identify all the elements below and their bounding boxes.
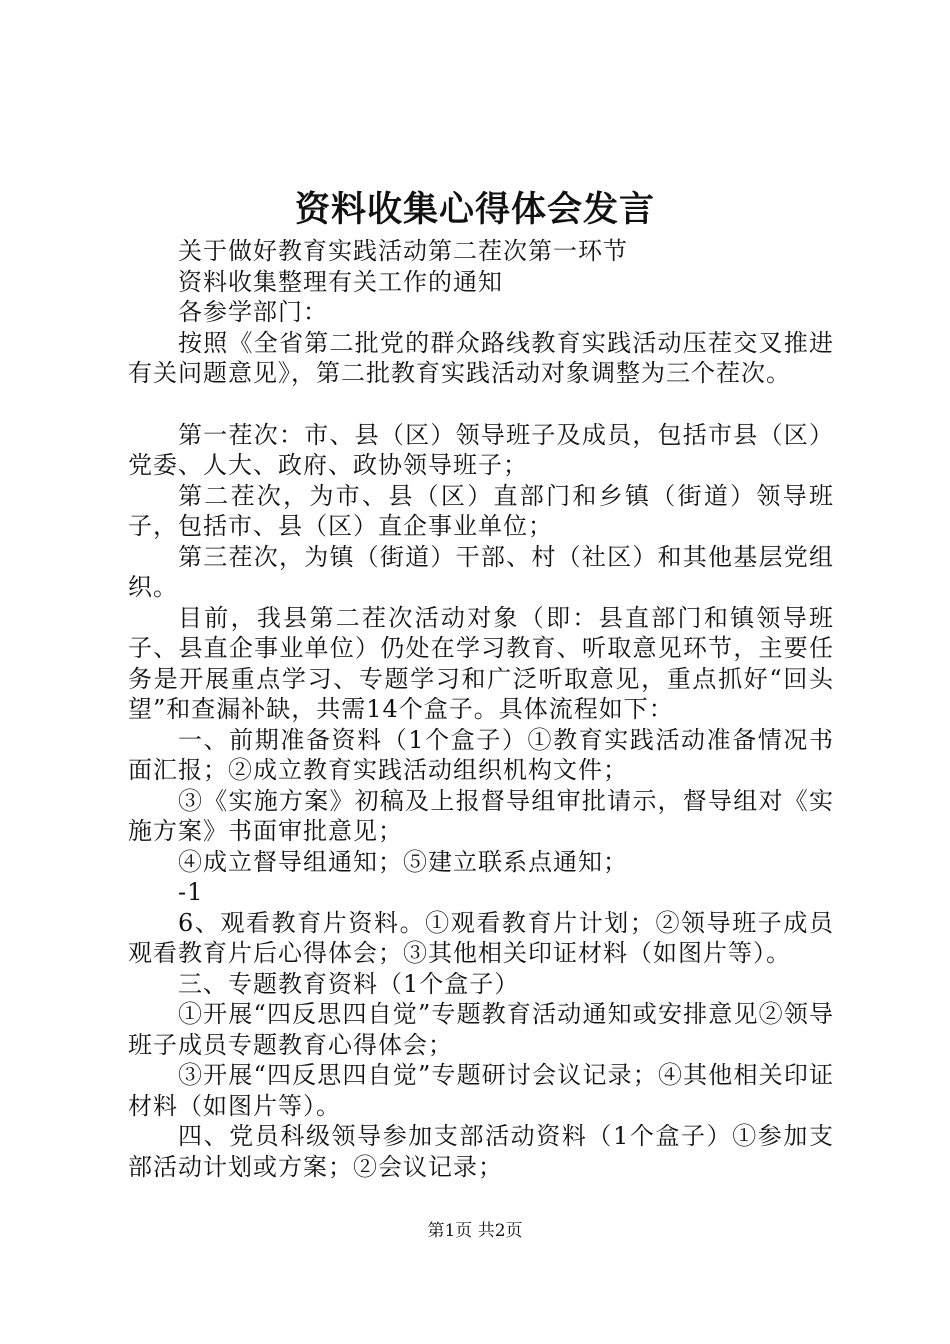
paragraph-current-status: 目前，我县第二茬次活动对象（即：县直部门和镇领导班子、县直企事业单位）仍处在学习教育、听取意见环节，主要任务是开展重点学习、专题学习和广泛听取意见，重点抓好“回头望”和查漏补缺，共需14个盒子。具体流程如下： [128,603,834,723]
paragraph-intro: 按照《全省第二批党的群众路线教育实践活动压茬交叉推进有关问题意见》，第二批教育实践活动对象调整为三个茬次。 [128,328,834,387]
paragraph-third-batch: 第三茬次，为镇（街道）干部、村（社区）和其他基层党组织。 [128,542,834,601]
paragraph-section-three-item3: ③开展“四反思四自觉”专题研讨会议记录；④其他相关印证材料（如图片等）。 [128,1061,834,1120]
paragraph-section-three: 三、专题教育资料（1个盒子） [178,969,520,998]
document-body [128,236,834,1182]
paragraph-notice-title-line1: 关于做好教育实践活动第二茬次第一环节 [178,237,628,265]
document-title: 资料收集心得体会发言 [294,189,655,230]
paragraph-section-one-item4: ④成立督导组通知；⑤建立联系点通知； [178,847,628,876]
paragraph-section-one-item3: ③《实施方案》初稿及上报督导组审批请示，督导组对《实施方案》书面审批意见； [128,786,834,845]
paragraph-salutation: 各参学部门： [178,298,328,326]
paragraph-first-batch: 第一茬次：市、县（区）领导班子及成员，包括市县（区）党委、人大、政府、政协领导班子； [128,420,834,479]
paragraph-item-six: 6、观看教育片资料。①观看教育片计划；②领导班子成员观看教育片后心得体会；③其他相关印证材料（如图片等）。 [128,908,834,967]
paragraph-notice-title-line2: 资料收集整理有关工作的通知 [178,267,503,296]
paragraph-second-batch: 第二茬次，为市、县（区）直部门和乡镇（街道）领导班子，包括市、县（区）直企事业单位； [128,481,834,540]
paragraph-section-four: 四、党员科级领导参加支部活动资料（1个盒子）①参加支部活动计划或方案；②会议记录； [128,1122,834,1181]
paragraph-page-marker: -1 [178,878,204,906]
paragraph-section-three-item1: ①开展“四反思四自觉”专题教育活动通知或安排意见②领导班子成员专题教育心得体会； [128,1000,834,1059]
paragraph-spacer [128,389,834,420]
paragraph-section-one: 一、前期准备资料（1个盒子）①教育实践活动准备情况书面汇报；②成立教育实践活动组织机构文件； [128,725,834,784]
page-footer: 第1页 共2页 [427,1221,523,1241]
